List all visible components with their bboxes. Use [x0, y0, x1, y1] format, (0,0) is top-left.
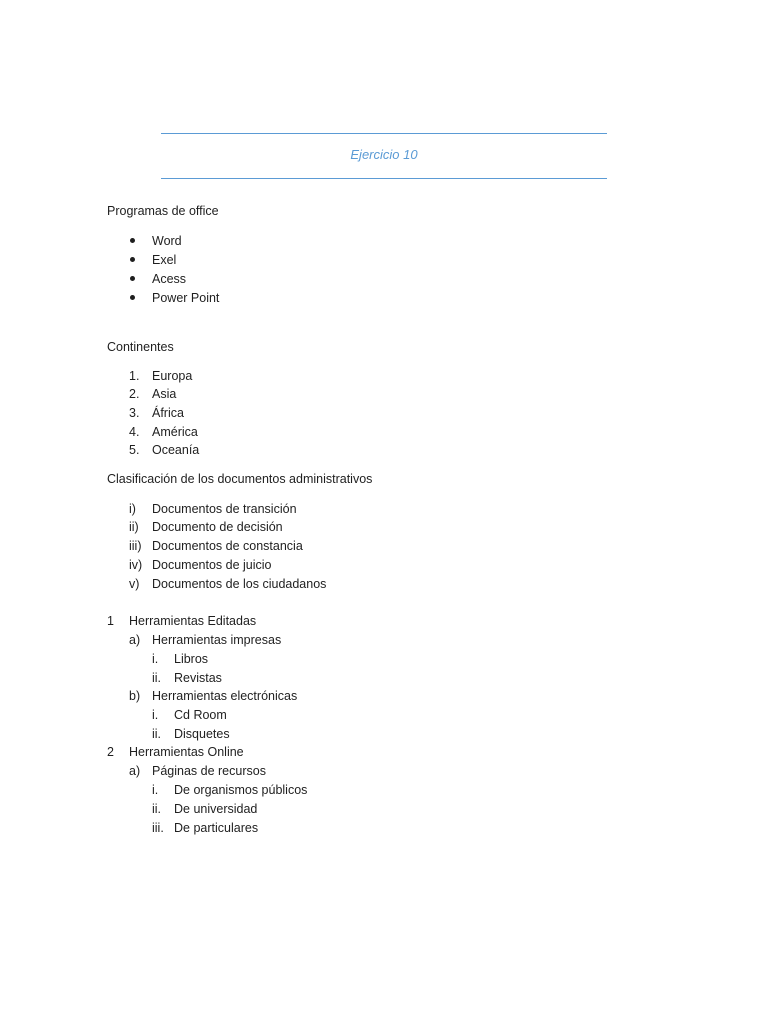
list-marker: iii. [152, 821, 164, 835]
list-marker: a) [129, 764, 141, 778]
list-item: América [152, 425, 198, 439]
bullet-icon [130, 238, 135, 243]
list-item: Word [152, 234, 182, 248]
list-item: Asia [152, 387, 177, 401]
list-item: Herramientas electrónicas [152, 689, 298, 703]
list-marker: ii. [152, 727, 162, 741]
list-item: Documento de decisión [152, 520, 283, 534]
list-item: Documentos de los ciudadanos [152, 577, 327, 591]
page-title: Ejercicio 10 [350, 147, 418, 162]
title-rule-bottom [161, 178, 607, 179]
list-item: Revistas [174, 671, 222, 685]
list-item: Herramientas Editadas [129, 614, 257, 628]
list-marker: 1 [107, 614, 114, 628]
list-marker: 4. [129, 425, 140, 439]
list-marker: 2 [107, 745, 114, 759]
bullet-icon [130, 257, 135, 262]
list-marker: i. [152, 708, 159, 722]
list-item: Acess [152, 272, 187, 286]
list-item: Herramientas Online [129, 745, 244, 759]
list-item: Exel [152, 253, 177, 267]
list-item: De particulares [174, 821, 259, 835]
bullet-icon [130, 276, 135, 281]
list-marker: 3. [129, 406, 140, 420]
list-item: Europa [152, 369, 193, 383]
list-item: Documentos de transición [152, 502, 297, 516]
list-marker: v) [129, 577, 140, 591]
list-marker: i. [152, 652, 159, 666]
list-item: Disquetes [174, 727, 230, 741]
list-marker: ii. [152, 671, 162, 685]
list-item: Power Point [152, 291, 220, 305]
list-item: Libros [174, 652, 209, 666]
office-heading: Programas de office [107, 204, 219, 218]
list-marker: iii) [129, 539, 142, 553]
list-marker: a) [129, 633, 141, 647]
list-item: De organismos públicos [174, 783, 308, 797]
bullet-icon [130, 295, 135, 300]
list-marker: i) [129, 502, 136, 516]
list-item: Cd Room [174, 708, 227, 722]
list-marker: 2. [129, 387, 140, 401]
list-marker: ii) [129, 520, 139, 534]
list-item: Páginas de recursos [152, 764, 266, 778]
list-marker: ii. [152, 802, 162, 816]
list-marker: b) [129, 689, 141, 703]
classification-heading: Clasificación de los documentos administrativos [107, 472, 373, 486]
list-item: Herramientas impresas [152, 633, 282, 647]
list-marker: 1. [129, 369, 140, 383]
continents-heading: Continentes [107, 340, 174, 354]
list-marker: 5. [129, 443, 140, 457]
list-item: De universidad [174, 802, 258, 816]
list-marker: iv) [129, 558, 143, 572]
list-marker: i. [152, 783, 159, 797]
list-item: Oceanía [152, 443, 200, 457]
list-item: África [152, 406, 184, 420]
list-item: Documentos de constancia [152, 539, 303, 553]
title-rule-top [161, 133, 607, 134]
list-item: Documentos de juicio [152, 558, 272, 572]
